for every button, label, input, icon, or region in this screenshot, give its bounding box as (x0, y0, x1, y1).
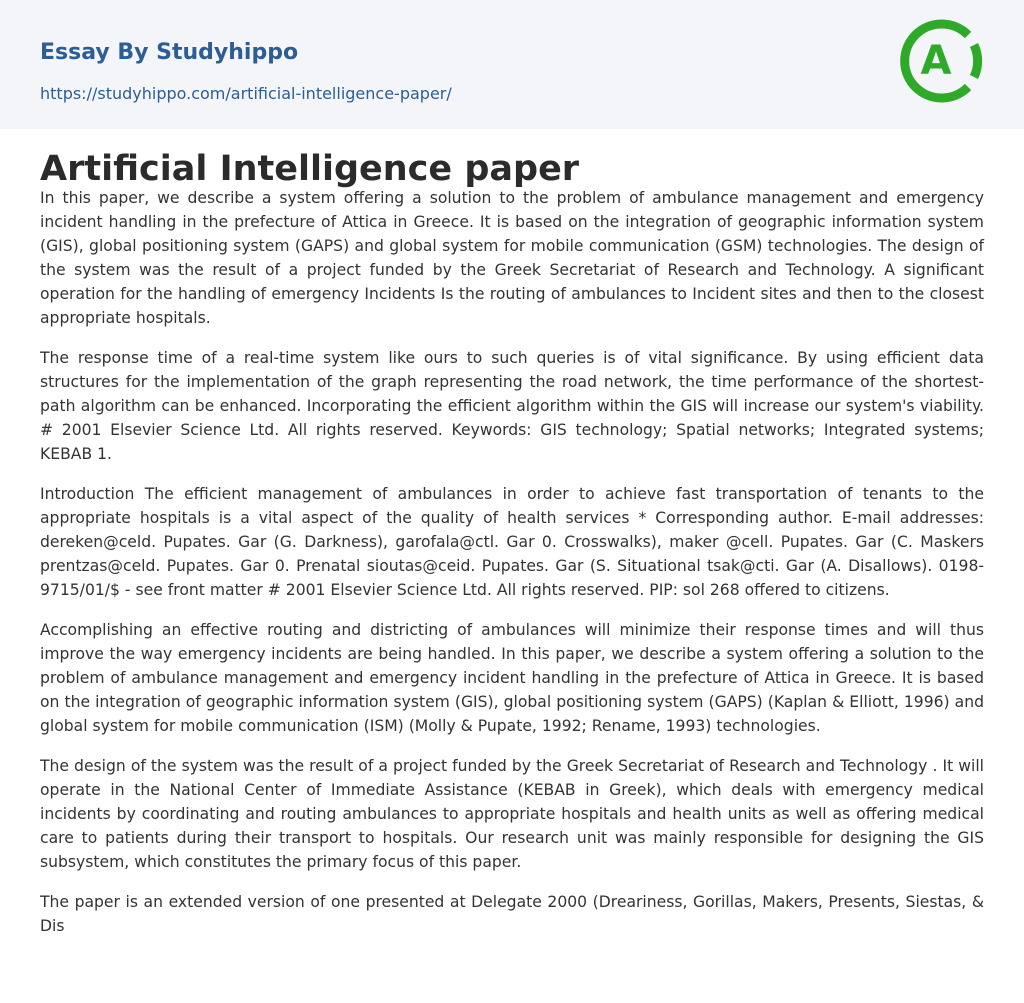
article-paragraph: Introduction The efficient management of ambulances in order to achieve fast transportation of tenants to the appropriate hospitals is a vital aspect of the quality of health services * Corresponding author. E-mail addresses: dereken@celd. Pupates. Gar (G. Darkness), garofala@ctl. Gar 0. Crosswalks), maker @cell. Pupates. Gar (C. Maskers prentzas@celd. Pupates. Gar 0. Prenatal sioutas@ceid. Pupates. Gar (S. Situational tsak@cti. Gar (A. Disallows). 0198-9715/01/$ - see front matter # 2001 Elsevier Science Ltd. All rights reserved. PIP: sol 268 offered to citizens. (40, 485, 984, 599)
article-paragraph: The paper is an extended version of one presented at Delegate 2000 (Dreariness, Gorillas, Makers, Presents, Siestas, & Dis (40, 893, 984, 935)
article-paragraph: Accomplishing an effective routing and districting of ambulances will minimize their response times and will thus improve the way emergency incidents are being handled. In this paper, we describe a system offering a solution to the problem of ambulance management and emergency incident handling in the prefecture of Attica in Greece. It is based on the integration of geographic information system (GIS), global positioning system (GAPS) (Kaplan & Elliott, 1996) and global system for mobile communication (ISM) (Molly & Pupate, 1992; Rename, 1993) technologies. (40, 621, 984, 735)
article-title: Artificial Intelligence paper (40, 149, 580, 189)
logo-letter: A (920, 38, 952, 84)
article-paragraph: The design of the system was the result of a project funded by the Greek Secretariat of Research and Technology . It will operate in the National Center of Immediate Assistance (KEBAB in Greek), which deals with emergency medical incidents by coordinating and routing ambulances to appropriate hospitals and health units as well as offering medical care to patients during their transport to hospitals. Our research unit was mainly responsible for designing the GIS subsystem, which constitutes the primary focus of this paper. (40, 757, 984, 871)
site-brand[interactable]: Essay By Studyhippo (40, 40, 299, 65)
studyhippo-logo[interactable] (900, 19, 984, 103)
article-paragraph: In this paper, we describe a system offering a solution to the problem of ambulance management and emergency incident handling in the prefecture of Attica in Greece. It is based on the integration of geographic information system (GIS), global positioning system (GAPS) and global system for mobile communication (GSM) technologies. The design of the system was the result of a project funded by the Greek Secretariat of Research and Technology. A significant operation for the handling of emergency Incidents Is the routing of ambulances to Incident sites and then to the closest appropriate hospitals. (40, 189, 984, 327)
article-paragraph: The response time of a real-time system like ours to such queries is of vital significance. By using efficient data structures for the implementation of the graph representing the road network, the time performance of the shortest-path algorithm can be enhanced. Incorporating the efficient algorithm within the GIS will increase our system's viability. # 2001 Elsevier Science Ltd. All rights reserved. Keywords: GIS technology; Spatial networks; Integrated systems; KEBAB 1. (40, 349, 984, 463)
source-url-link[interactable]: https://studyhippo.com/artificial-intelligence-paper/ (40, 84, 452, 103)
page-header (0, 0, 1024, 129)
article (0, 148, 1024, 938)
